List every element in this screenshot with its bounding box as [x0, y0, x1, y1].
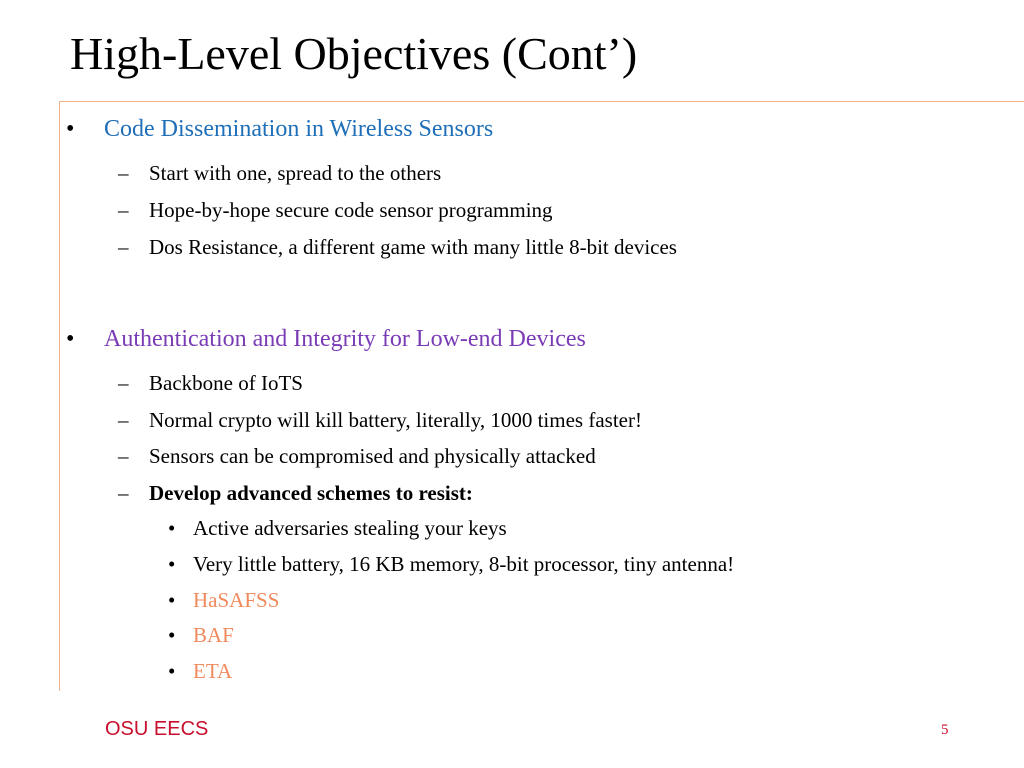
dash-marker: – [118, 371, 129, 395]
dash-marker: – [118, 161, 129, 185]
footer-label: OSU EECS [105, 718, 209, 740]
dash-marker: – [118, 481, 129, 505]
slide-title: High-Level Objectives (Cont’) [70, 28, 638, 79]
sub-list-item-text: Active adversaries stealing your keys [193, 516, 507, 540]
dash-marker: – [118, 444, 129, 468]
dash-marker: – [118, 198, 129, 222]
bullet-marker: • [168, 623, 176, 647]
dash-marker: – [118, 408, 129, 432]
sub-list-item-text: BAF [193, 623, 234, 647]
list-item-text: Hope-by-hope secure code sensor programming [149, 198, 553, 222]
list-item-text: Develop advanced schemes to resist: [149, 481, 473, 505]
bullet-marker: • [168, 588, 176, 612]
left-divider [59, 101, 60, 691]
bullet-marker: • [168, 659, 176, 683]
sub-list-item-text: ETA [193, 659, 233, 683]
page-number: 5 [941, 722, 949, 738]
list-item-text: Normal crypto will kill battery, literally, 1000 times faster! [149, 408, 642, 432]
list-item-text: Dos Resistance, a different game with many little 8-bit devices [149, 235, 677, 259]
list-item-text: Backbone of IoTS [149, 371, 303, 395]
dash-marker: – [118, 235, 129, 259]
bullet-marker: • [66, 326, 75, 352]
bullet-marker: • [168, 552, 176, 576]
section-heading-text: Code Dissemination in Wireless Sensors [104, 116, 494, 142]
sub-list-item-text: Very little battery, 16 KB memory, 8-bit processor, tiny antenna! [193, 552, 735, 576]
bullet-marker: • [168, 516, 176, 540]
list-item-text: Sensors can be compromised and physically attacked [149, 444, 596, 468]
sub-list-item-text: HaSAFSS [193, 588, 280, 612]
section-heading-text: Authentication and Integrity for Low-end Devices [104, 326, 586, 352]
bullet-marker: • [66, 116, 75, 142]
top-divider [59, 101, 1024, 102]
list-item-text: Start with one, spread to the others [149, 161, 442, 185]
